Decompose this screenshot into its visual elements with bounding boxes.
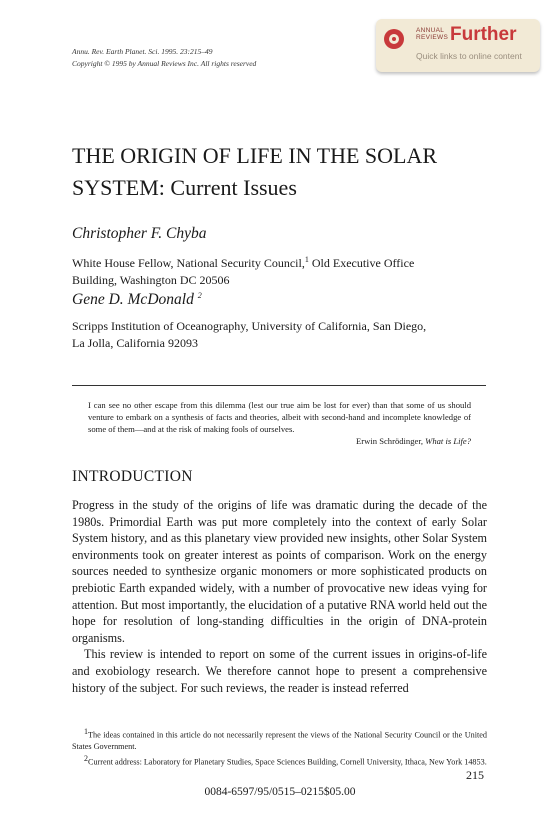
footnote [72, 753, 487, 768]
author-name-text: Christopher F. Chyba [72, 225, 207, 242]
journal-header [72, 46, 256, 70]
paragraph: This review is intended to report on some of the current issues in origins-of-life and exobiology research. We therefore cannot hope to present a comprehensive history of the subject. For such reviews, the reader is instead referred [72, 647, 487, 695]
footnote-text: The ideas contained in this article do not necessarily represent the views of the National Security Council or the United States Government. [72, 730, 487, 752]
footnote-number: 1 [84, 727, 88, 736]
copyright: Copyright © 1995 by Annual Reviews Inc. All rights reserved [72, 59, 257, 68]
epigraph [88, 399, 471, 447]
footnote [72, 726, 487, 753]
affiliation-line: La Jolla, California 92093 [72, 336, 198, 350]
publisher-line2: REVIEWS [416, 34, 449, 41]
footnote-number: 2 [84, 753, 88, 763]
further-badge[interactable] [376, 19, 540, 72]
paragraph: Progress in the study of the origins of life was dramatic during the decade of the 1980s. Primordial Earth was put more completely into the context of early Solar System history, and as this planetary view provided new insights, other Solar System environments took on greater interest as points of comparison. Work on the energy sources needed to synthesize organic monomers or more sophisticated products on prebiotic Earth expanded widely, with a number of provocative new ideas vying for attention. But most importantly, the elucidation of a putative RNA world held out the hope for resolution of long-standing difficulties in the origin of DNA-protein organisms. [72, 498, 487, 645]
author-affiliation [72, 251, 414, 289]
further-brand: Further [450, 24, 517, 45]
article-title [72, 140, 437, 204]
further-tagline: Quick links to online content [416, 51, 522, 61]
divider-rule [72, 385, 486, 386]
author-name-text: Gene D. McDonald [72, 291, 194, 309]
affiliation-line: Building, Washington DC 20506 [72, 273, 230, 287]
article-code: 0084-6597/95/0515–0215$05.00 [204, 786, 356, 798]
body-text [72, 497, 487, 696]
page-number: 215 [466, 768, 484, 782]
affiliation-line: Scripps Institution of Oceanography, University of California, San Diego, [72, 319, 427, 333]
author-name [72, 291, 202, 309]
footnotes [72, 726, 487, 768]
epigraph-text: I can see no other escape from this dilemma (lest our true aim be lost for ever) than that some of us should venture to embark on a synthesis of facts and theories, albeit with second-hand and incomplete knowledge of some of them—and at the risk of making fools of ourselves. [88, 400, 471, 434]
publisher-line1: ANNUAL [416, 27, 445, 34]
footnote-mark[interactable]: 2 [197, 291, 202, 300]
affiliation-text: White House Fellow, National Security Council,$^1$ Old Executive Office [72, 255, 415, 270]
author-affiliation [72, 318, 426, 352]
title-line-2: SYSTEM: Current Issues [72, 175, 297, 200]
epigraph-author: Erwin Schrödinger, [356, 436, 426, 446]
citation: Annu. Rev. Earth Planet. Sci. 1995. 23:215–49 [72, 47, 213, 56]
annual-reviews-logo-icon [384, 29, 404, 49]
affiliation-line [72, 251, 414, 272]
epigraph-attribution [88, 435, 471, 447]
epigraph-work: What is Life? [425, 436, 471, 446]
section-heading: INTRODUCTION [72, 468, 193, 485]
footnote-text: Current address: Laboratory for Planetary Studies, Space Sciences Building, Cornell University, Ithaca, New York 14853. [88, 757, 487, 767]
author-name [72, 225, 207, 243]
title-line-1: THE ORIGIN OF LIFE IN THE SOLAR [72, 143, 438, 168]
footnote-mark[interactable]: 1 [304, 255, 309, 264]
